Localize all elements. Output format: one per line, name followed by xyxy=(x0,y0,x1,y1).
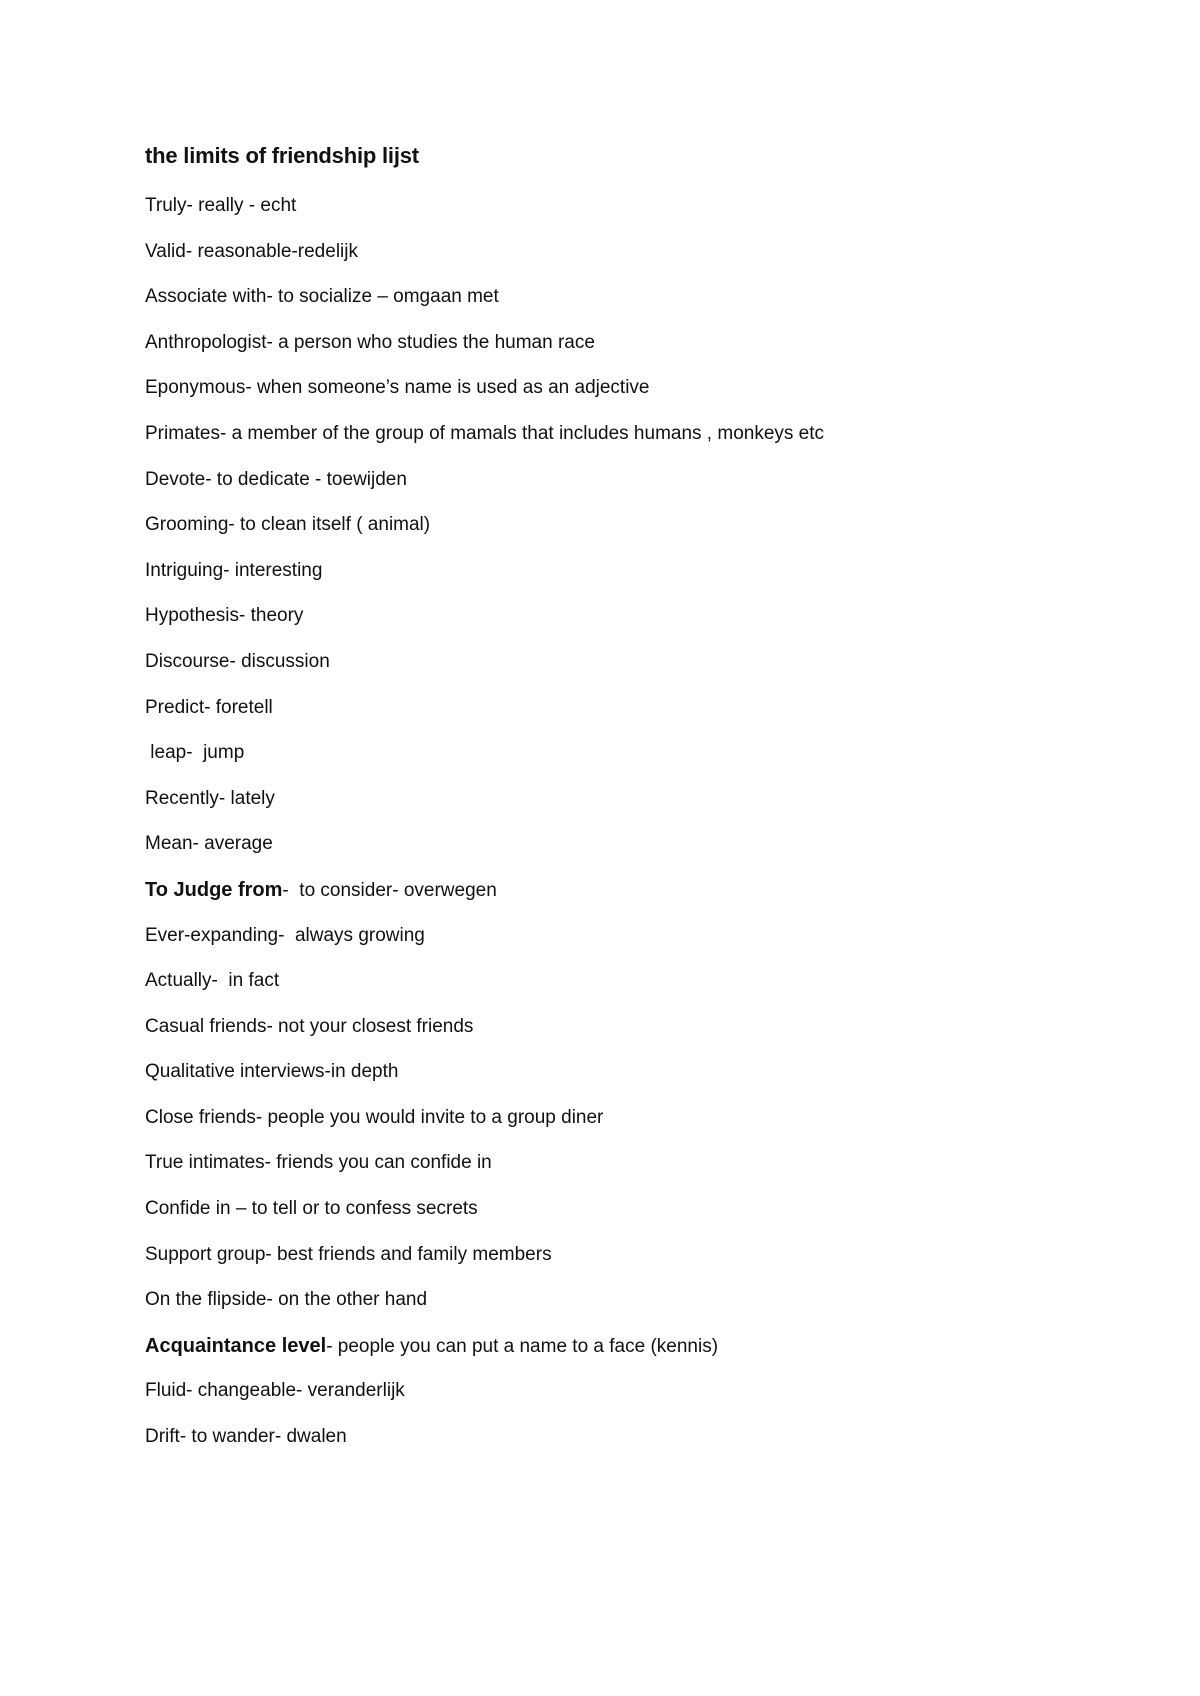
vocabulary-text: Casual friends- not your closest friends xyxy=(145,1015,474,1037)
vocabulary-entry xyxy=(145,1334,1145,1380)
vocabulary-entry xyxy=(145,194,1145,240)
vocabulary-entry xyxy=(145,741,1145,787)
vocabulary-text: Primates- a member of the group of mamals that includes humans , monkeys etc xyxy=(145,422,825,444)
vocabulary-text: - to consider- overwegen xyxy=(282,879,497,901)
vocabulary-text: Grooming- to clean itself ( animal) xyxy=(145,514,431,536)
vocabulary-entry xyxy=(145,1425,1145,1471)
vocabulary-text: Eponymous- when someone’s name is used as an adjective xyxy=(145,377,650,399)
vocabulary-text: Intriguing- interesting xyxy=(145,559,323,581)
vocabulary-text: - people you can put a name to a face (kennis) xyxy=(326,1335,719,1357)
vocabulary-entry xyxy=(145,1015,1145,1061)
vocabulary-text: Truly- really - echt xyxy=(145,195,297,216)
vocabulary-entry xyxy=(145,1288,1145,1334)
vocabulary-entry xyxy=(145,924,1145,970)
vocabulary-entry xyxy=(145,422,1145,468)
vocabulary-text: Qualitative interviews-in depth xyxy=(145,1061,399,1083)
vocabulary-entry xyxy=(145,878,1145,924)
vocabulary-text: Predict- foretell xyxy=(145,696,273,718)
vocabulary-text: Drift- to wander- dwalen xyxy=(145,1426,347,1448)
vocabulary-entry xyxy=(145,468,1145,514)
vocabulary-text: Ever-expanding- always growing xyxy=(145,924,425,946)
vocabulary-text: Devote- to dedicate - toewijden xyxy=(145,468,407,490)
vocabulary-text: Valid- reasonable-redelijk xyxy=(145,240,358,262)
vocabulary-text: Confide in – to tell or to confess secrets xyxy=(145,1198,478,1220)
vocabulary-text: True intimates- friends you can confide in xyxy=(145,1152,492,1174)
vocabulary-entry xyxy=(145,1379,1145,1425)
vocabulary-text: Fluid- changeable- veranderlijk xyxy=(145,1380,405,1402)
vocabulary-text: Mean- average xyxy=(145,833,273,855)
vocabulary-entry xyxy=(145,604,1145,650)
vocabulary-text: leap- jump xyxy=(145,742,245,764)
vocabulary-entry xyxy=(145,696,1145,742)
vocabulary-entry xyxy=(145,650,1145,696)
vocabulary-entry xyxy=(145,285,1145,331)
vocabulary-entry xyxy=(145,376,1145,422)
vocabulary-entry xyxy=(145,787,1145,833)
vocabulary-entry xyxy=(145,1151,1145,1197)
vocabulary-text: On the flipside- on the other hand xyxy=(145,1289,428,1311)
vocabulary-entry xyxy=(145,1197,1145,1243)
vocabulary-text: Discourse- discussion xyxy=(145,650,330,672)
vocabulary-term-bold: To Judge from xyxy=(145,878,283,901)
vocabulary-text: Hypothesis- theory xyxy=(145,605,304,627)
vocabulary-entry xyxy=(145,559,1145,605)
vocabulary-entry xyxy=(145,1060,1145,1106)
vocabulary-entry xyxy=(145,513,1145,559)
vocabulary-entry xyxy=(145,969,1145,1015)
vocabulary-entry xyxy=(145,240,1145,286)
vocabulary-text: Actually- in fact xyxy=(145,970,280,992)
vocabulary-text: Close friends- people you would invite to a group diner xyxy=(145,1106,604,1128)
vocabulary-text: Anthropologist- a person who studies the human race xyxy=(145,331,595,353)
vocabulary-entry xyxy=(145,1243,1145,1289)
vocabulary-list xyxy=(145,194,1145,1471)
vocabulary-text: Associate with- to socialize – omgaan met xyxy=(145,286,499,308)
document-title: the limits of friendship lijst xyxy=(145,143,419,168)
vocabulary-entry xyxy=(145,832,1145,878)
vocabulary-entry xyxy=(145,1106,1145,1152)
vocabulary-text: Recently- lately xyxy=(145,787,275,809)
vocabulary-text: Support group- best friends and family members xyxy=(145,1243,552,1265)
vocabulary-entry xyxy=(145,331,1145,377)
vocabulary-term-bold: Acquaintance level xyxy=(145,1334,327,1357)
